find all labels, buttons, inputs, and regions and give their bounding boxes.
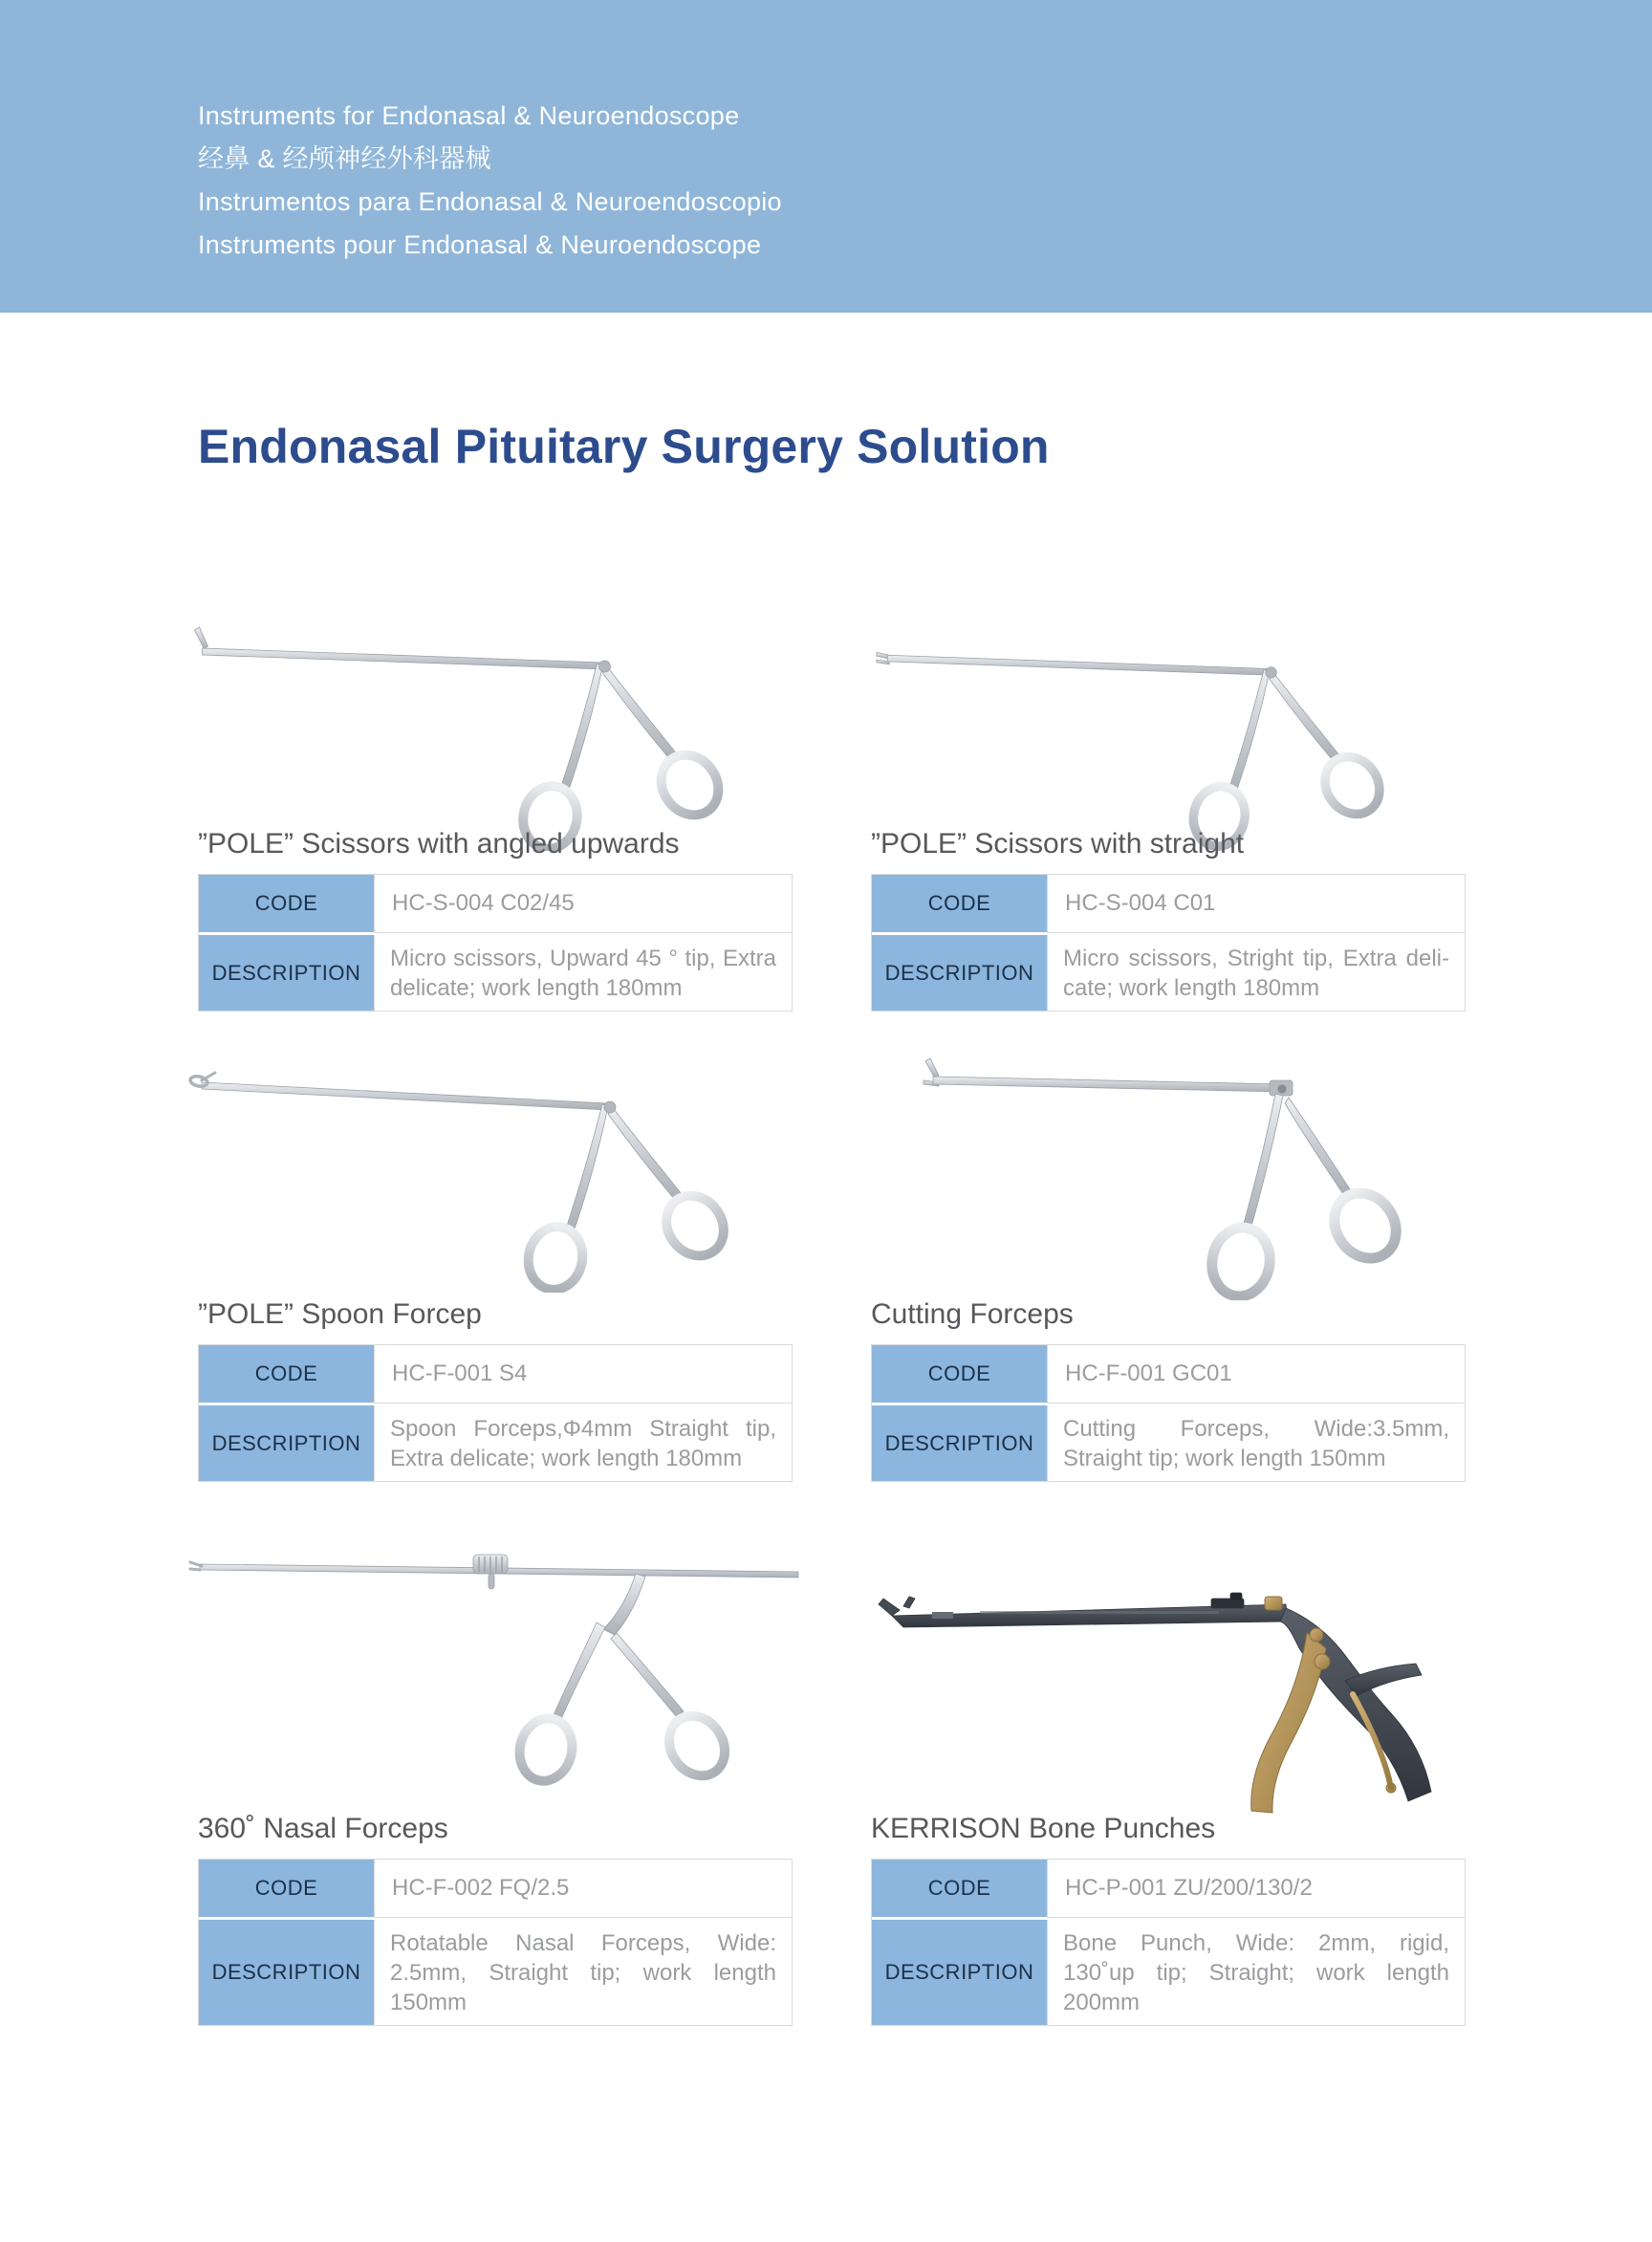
spec-table xyxy=(198,874,793,1012)
product-name: Cutting Forceps xyxy=(871,1298,1074,1330)
kerrison-bone-punch-image xyxy=(875,1541,1448,1818)
code-label-cell: CODE xyxy=(199,875,374,935)
description-value: Micro scissors, Stright tip, Extra deli-cate; work length 180mm xyxy=(1047,935,1465,1011)
product-card-1 xyxy=(198,828,793,1012)
product-name: KERRISON Bone Punches xyxy=(871,1813,1216,1844)
description-value: Bone Punch, Wide: 2mm, rigid, 130˚up tip; Straight; work length 200mm xyxy=(1047,1920,1465,2025)
code-label-cell: CODE xyxy=(872,1345,1047,1405)
scissors-angled-up-icon xyxy=(186,598,803,851)
code-value: HC-F-001 GC01 xyxy=(1047,1345,1465,1404)
product-card-5 xyxy=(198,1813,793,2026)
description-label-cell: DESCRIPTION xyxy=(199,1920,374,2025)
product-name: ”POLE” Scissors with straight xyxy=(871,828,1245,860)
header-text-block xyxy=(198,95,782,267)
description-label-cell: DESCRIPTION xyxy=(199,1405,374,1481)
header-line-en: Instruments for Endonasal & Neuroendoscope xyxy=(198,101,740,130)
description-label-cell: DESCRIPTION xyxy=(872,935,1047,1011)
product-card-2 xyxy=(871,828,1466,1012)
header-line-es: Instrumentos para Endonasal & Neuroendoscopio xyxy=(198,187,782,216)
code-value: HC-S-004 C02/45 xyxy=(374,875,792,933)
page-title: Endonasal Pituitary Surgery Solution xyxy=(198,420,1050,473)
code-label-cell: CODE xyxy=(872,1860,1047,1920)
spec-table xyxy=(198,1859,793,2026)
spec-table xyxy=(871,1344,1466,1482)
code-label-cell: CODE xyxy=(199,1860,374,1920)
cutting-forceps-image xyxy=(918,1025,1463,1300)
catalog-header xyxy=(0,0,1652,313)
code-value: HC-F-001 S4 xyxy=(374,1345,792,1404)
description-value: Cutting Forceps, Wide:3.5mm, Straight tip; work length 150mm xyxy=(1047,1405,1465,1481)
description-label-cell: DESCRIPTION xyxy=(872,1920,1047,2025)
spec-table xyxy=(871,1859,1466,2026)
spoon-forcep-icon xyxy=(186,1042,808,1293)
product-name: ”POLE” Spoon Forcep xyxy=(198,1298,482,1330)
code-value: HC-F-002 FQ/2.5 xyxy=(374,1860,792,1918)
pole-spoon-forcep-image xyxy=(186,1042,808,1293)
nasal-forceps-360-icon xyxy=(186,1528,817,1813)
kerrison-bone-punch-icon xyxy=(875,1541,1448,1818)
cutting-forceps-icon xyxy=(918,1025,1463,1300)
product-name: ”POLE” Scissors with angled upwards xyxy=(198,828,680,860)
product-card-3 xyxy=(198,1298,793,1482)
product-name: 360˚ Nasal Forceps xyxy=(198,1813,448,1844)
header-line-fr: Instruments pour Endonasal & Neuroendoscope xyxy=(198,230,762,259)
scissors-straight-icon xyxy=(875,604,1458,851)
description-label-cell: DESCRIPTION xyxy=(872,1405,1047,1481)
product-card-4 xyxy=(871,1298,1466,1482)
description-value: Micro scissors, Upward 45 ° tip, Extra delicate; work length 180mm xyxy=(374,935,792,1011)
spec-table xyxy=(871,874,1466,1012)
header-line-zh: 经鼻 & 经颅神经外科器械 xyxy=(198,144,491,173)
product-card-6 xyxy=(871,1813,1466,2026)
code-value: HC-S-004 C01 xyxy=(1047,875,1465,933)
pole-scissors-straight-image xyxy=(875,604,1458,851)
code-label-cell: CODE xyxy=(199,1345,374,1405)
description-label-cell: DESCRIPTION xyxy=(199,935,374,1011)
description-value: Rotatable Nasal Forceps, Wide: 2.5mm, Straight tip; work length 150mm xyxy=(374,1920,792,2025)
pole-scissors-angled-upwards-image xyxy=(186,598,803,851)
description-value: Spoon Forceps,Φ4mm Straight tip, Extra delicate; work length 180mm xyxy=(374,1405,792,1481)
code-label-cell: CODE xyxy=(872,875,1047,935)
nasal-forceps-360-image xyxy=(186,1528,817,1813)
code-value: HC-P-001 ZU/200/130/2 xyxy=(1047,1860,1465,1918)
spec-table xyxy=(198,1344,793,1482)
